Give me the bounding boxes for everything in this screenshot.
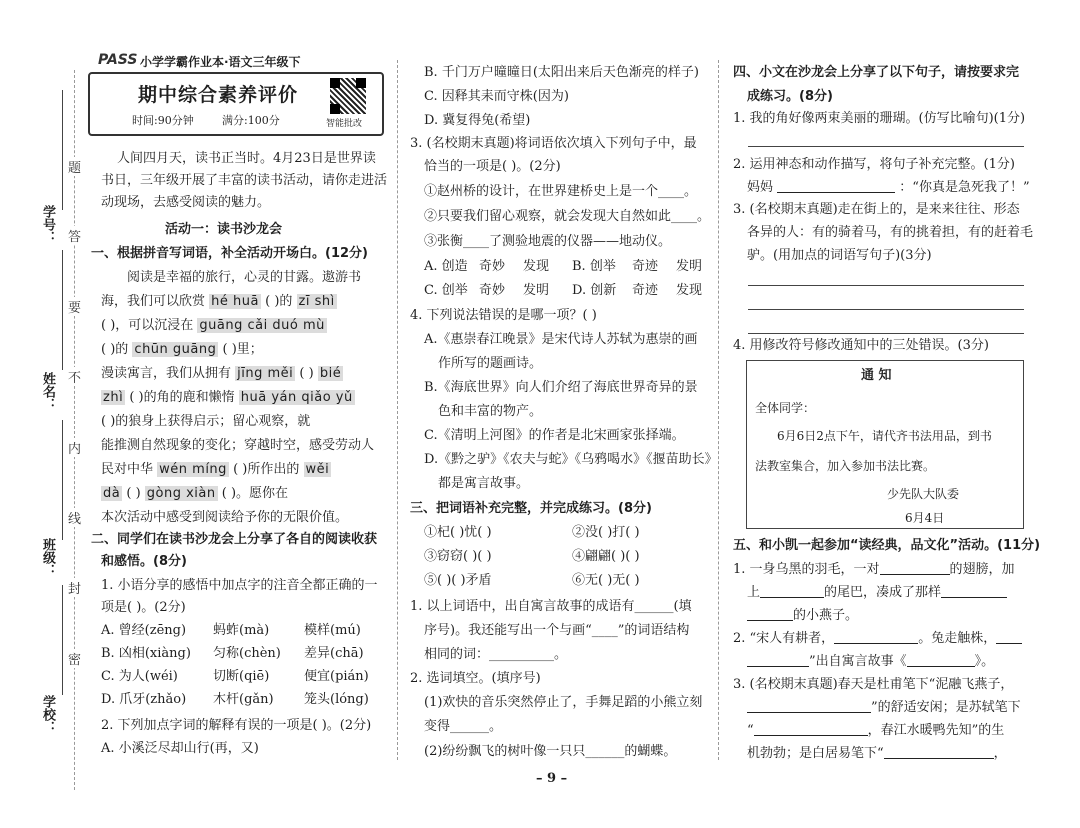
option[interactable]: 奇妙 — [479, 283, 506, 298]
question: 1. 小语分享的感悟中加点字的注音全都正确的一 — [101, 578, 378, 593]
answer-blank[interactable] — [760, 585, 824, 598]
option[interactable]: B. 千门万户曈曈日(太阳出来后天色渐亮的样子) — [424, 65, 699, 80]
option[interactable]: D.《黔之驴》《农夫与蛇》《乌鸦喝水》《揠苗助长》 — [424, 452, 718, 467]
seal-char: 要 — [68, 297, 81, 316]
school-label: 学校： — [40, 695, 55, 734]
section-5-title: 五、和小凯一起参加“读经典，品文化”活动。(11分) — [733, 538, 1041, 553]
option[interactable]: 便宜(pián) — [304, 669, 369, 684]
question: 4. 用修改符号修改通知中的三处错误。(3分) — [733, 338, 989, 353]
answer-line[interactable] — [748, 309, 1024, 310]
section-4-title: 四、小文在沙龙会上分享了以下句子，请按要求完 — [733, 65, 1020, 80]
option[interactable]: 笼头(lóng) — [304, 692, 369, 707]
notice-greeting: 全体同学： — [755, 401, 816, 415]
pinyin: dà — [103, 486, 121, 501]
section-2-title: 二、同学们在读书沙龙会上分享了各自的阅读收获 — [91, 532, 378, 547]
pinyin: huā yán qiǎo yǔ — [240, 390, 353, 405]
question: 1. 我的角好像两束美丽的珊瑚。(仿写比喻句)(1分) — [733, 111, 1026, 126]
question: 妈妈 ：“你真是急死我了！” — [747, 180, 1030, 195]
pinyin: chūn guāng — [134, 342, 217, 357]
option[interactable]: C.《清明上河图》的作者是北宋画家张择端。 — [424, 428, 685, 443]
option[interactable]: D. 冀复得兔(希望) — [424, 113, 531, 128]
option[interactable]: 发明 — [676, 259, 703, 274]
word-blank[interactable]: ⑥无( )无( ) — [572, 573, 640, 588]
passage-line: ( )，可以沉浸在 guāng cǎi duó mù — [101, 318, 325, 333]
sentence: ②只要我们留心观察，就会发现大自然如此____。 — [424, 209, 711, 224]
question: 的小燕子。 — [747, 607, 858, 625]
option[interactable]: 色和丰富的物产。 — [438, 404, 543, 419]
passage-line: 海，我们可以欣赏 hé huā ( )的 zī shì — [101, 294, 335, 309]
page-number: – 9 – — [536, 771, 568, 786]
passage-line: 阅读是幸福的旅行，心灵的甘露。遨游书 — [127, 270, 362, 285]
answer-blank[interactable] — [834, 631, 918, 644]
question: 机勃勃；是白居易笔下“ ， — [747, 746, 1007, 761]
passage-line: 能推测自然现象的变化；穿越时空，感受劳动人 — [101, 438, 375, 453]
option[interactable]: B.《海底世界》向人们介绍了海底世界奇异的景 — [424, 380, 698, 395]
option[interactable]: B. 创举 — [572, 259, 616, 274]
seal-char: 密 — [68, 649, 81, 668]
passage-line: dà ( ) gòng xiàn ( )。愿你在 — [103, 486, 289, 501]
answer-blank[interactable] — [907, 654, 975, 667]
word-blank[interactable]: ④翩翩( )( ) — [572, 549, 640, 564]
question: 序号)。我还能写出一个与画“____”的词语结构 — [424, 623, 690, 638]
question: (1)欢快的音乐突然停止了，手舞足蹈的小熊立刻 — [424, 695, 703, 710]
pinyin: zhì — [103, 390, 124, 405]
option[interactable]: C. 创举 — [424, 283, 468, 298]
option[interactable]: D. 爪牙(zhǎo) — [101, 692, 187, 707]
pinyin: wén míng — [159, 462, 227, 477]
option[interactable]: 奇迹 — [632, 283, 659, 298]
question: ”出自寓言故事《 》。 — [747, 653, 994, 671]
word-blank[interactable]: ⑤( )( )矛盾 — [424, 573, 492, 588]
option[interactable]: 都是寓言故事。 — [438, 476, 530, 491]
question: ”的舒适安闲；是苏轼笔下 — [747, 699, 1021, 717]
answer-blank[interactable] — [777, 180, 895, 193]
pinyin: guāng cǎi duó mù — [199, 318, 325, 333]
section-3-title: 三、把词语补充完整，并完成练习。(8分) — [410, 501, 652, 516]
option[interactable]: 作所写的题画诗。 — [438, 356, 543, 371]
option[interactable]: D. 创新 — [572, 283, 617, 298]
pinyin: gòng xiàn — [146, 486, 216, 501]
option[interactable]: 蚂蚱(mà) — [213, 623, 270, 638]
pinyin: hé huā — [211, 294, 259, 309]
option[interactable]: 木杆(gǎn) — [213, 692, 274, 707]
series-title: 小学学霸作业本·语文三年级下 — [140, 55, 301, 69]
pinyin: bié — [319, 366, 342, 381]
question: 上 的尾巴，凑成了那样 — [747, 584, 1007, 602]
sentence: ①赵州桥的设计，在世界建桥史上是一个____。 — [424, 184, 698, 199]
seal-char: 封 — [68, 578, 81, 597]
answer-blank[interactable] — [941, 585, 1007, 598]
option[interactable]: 发现 — [676, 283, 703, 298]
option[interactable]: A.《惠崇春江晚景》是宋代诗人苏轼为惠崇的画 — [424, 332, 698, 347]
answer-blank[interactable] — [754, 723, 868, 736]
seal-char: 内 — [68, 438, 81, 457]
question: 项是( )。(2分) — [101, 600, 186, 615]
question: 3. (名校期末真题)将词语依次填入下列句子中，最 — [410, 136, 697, 151]
option[interactable]: 奇妙 — [479, 259, 506, 274]
title-box — [88, 72, 384, 136]
sentence: ③张衡____了测验地震的仪器——地动仪。 — [424, 234, 672, 249]
page-title: 期中综合素养评价 — [138, 84, 299, 106]
pinyin: wěi — [305, 462, 330, 477]
passage-line: zhì ( )的角的鹿和懒惰 huā yán qiǎo yǔ — [103, 390, 353, 405]
qr-label: 智能批改 — [326, 119, 363, 129]
activity-title: 活动一：读书沙龙会 — [165, 222, 283, 237]
option[interactable]: 模样(mú) — [304, 623, 361, 638]
question: 2. 运用神态和动作描写，将句子补充完整。(1分) — [733, 157, 1015, 172]
answer-blank[interactable] — [884, 746, 994, 759]
intro-line: 动现场，去感受阅读的魅力。 — [101, 195, 271, 210]
option[interactable]: 发现 — [523, 259, 550, 274]
answer-line[interactable] — [748, 285, 1024, 286]
pinyin: zī shì — [298, 294, 335, 309]
section-1-title: 一、根据拼音写词语，补全活动开场白。(12分) — [91, 246, 368, 261]
option[interactable]: A. 曾经(zēng) — [101, 623, 187, 638]
word-blank[interactable]: ②没( )打( ) — [572, 525, 640, 540]
question: 驴。(用加点的词语写句子)(3分) — [747, 248, 932, 263]
class-label: 班级： — [40, 538, 55, 577]
option[interactable]: A. 创造 — [424, 259, 468, 274]
passage-line: ( )的狼身上获得启示；留心观察，就 — [101, 414, 311, 429]
passage-line: ( )的 chūn guāng ( )里； — [101, 342, 263, 357]
answer-line[interactable] — [748, 146, 1024, 147]
seal-char: 线 — [68, 508, 81, 527]
notice-date: 6月4日 — [905, 511, 945, 525]
question: 2. “宋人有耕者， 。兔走触株， — [733, 630, 1022, 648]
question: 相同的词：__________。 — [424, 647, 568, 662]
name-label: 姓名： — [40, 372, 55, 411]
exam-time: 时间:90分钟 — [132, 114, 194, 127]
header-banner — [90, 52, 382, 70]
passage-line: 漫读寓言，我们从拥有 jīng měi ( ) bié — [101, 366, 342, 381]
question: 3. (名校期末真题)走在街上的，是来来往往、形态 — [733, 202, 1020, 217]
option[interactable]: C. 为人(wéi) — [101, 669, 178, 684]
intro-line: 人间四月天，读书正当时。4月23日是世界读 — [117, 151, 376, 166]
option[interactable]: A. 小溪泛尽却山行(再，又) — [101, 741, 259, 756]
answer-line[interactable] — [748, 333, 1024, 334]
question: “ ，春江水暖鸭先知”的生 — [747, 723, 1005, 738]
question: 恰当的一项是( )。(2分) — [424, 159, 561, 174]
question: 1. 一身乌黑的羽毛，一对 的翅膀，加 — [733, 562, 1015, 577]
option[interactable]: 发明 — [523, 283, 550, 298]
question: 2. 选词填空。(填序号) — [410, 671, 541, 686]
question: 4. 下列说法错误的是哪一项？( ) — [410, 308, 597, 323]
option[interactable]: 切断(qiē) — [213, 669, 270, 684]
question: 各异的人：有的骑着马，有的挑着担，有的赶着毛 — [747, 225, 1034, 240]
option[interactable]: B. 凶相(xiàng) — [101, 646, 191, 661]
brand-logo: PASS — [98, 52, 138, 68]
option[interactable]: 奇迹 — [632, 259, 659, 274]
question: 3. (名校期末真题)春天是杜甫笔下“泥融飞燕子， — [733, 677, 1014, 692]
question: 2. 下列加点字词的解释有误的一项是( )。(2分) — [101, 718, 372, 733]
student-id-label: 学号： — [40, 205, 55, 244]
question: (2)纷纷飘飞的树叶像一只只______的蝴蝶。 — [424, 744, 677, 759]
answer-blank[interactable] — [880, 562, 950, 575]
option[interactable]: 差异(chā) — [304, 646, 364, 661]
passage-line: 本次活动中感受到阅读给予你的无限价值。 — [101, 510, 349, 525]
section-4-title: 成练习。(8分) — [747, 89, 833, 104]
question: 变得______。 — [424, 719, 503, 734]
answer-blank[interactable] — [747, 654, 809, 667]
option[interactable]: C. 因释其耒而守株(因为) — [424, 89, 569, 104]
section-2-title: 和感悟。(8分) — [101, 554, 187, 569]
option[interactable]: 匀称(chèn) — [213, 646, 281, 661]
pinyin: jīng měi — [237, 366, 294, 381]
word-blank[interactable]: ①杞( )忧( ) — [424, 525, 492, 540]
exam-score: 满分:100分 — [222, 114, 280, 127]
question: 1. 以上词语中，出自寓言故事的成语有______(填 — [410, 599, 692, 614]
answer-blank[interactable] — [747, 700, 871, 713]
word-blank[interactable]: ③窃窃( )( ) — [424, 549, 492, 564]
seal-char: 题 — [68, 157, 81, 176]
notice-box — [746, 360, 1024, 529]
seal-char: 答 — [68, 226, 81, 245]
notice-title: 通 知 — [861, 368, 892, 383]
answer-blank[interactable] — [996, 631, 1022, 644]
seal-char: 不 — [68, 367, 81, 386]
notice-body: 法教室集合，加入参加书法比赛。 — [755, 459, 936, 473]
intro-line: 书日，三年级开展了丰富的读书活动，请你走进活 — [101, 173, 388, 188]
notice-body: 6月6日2点下午，请代齐书法用品，到书 — [777, 429, 992, 443]
passage-line: 民对中华 wén míng ( )所作出的 wěi — [101, 462, 330, 477]
notice-signature: 少先队大队委 — [887, 487, 960, 501]
answer-blank[interactable] — [747, 608, 793, 621]
qr-code[interactable] — [330, 78, 366, 114]
